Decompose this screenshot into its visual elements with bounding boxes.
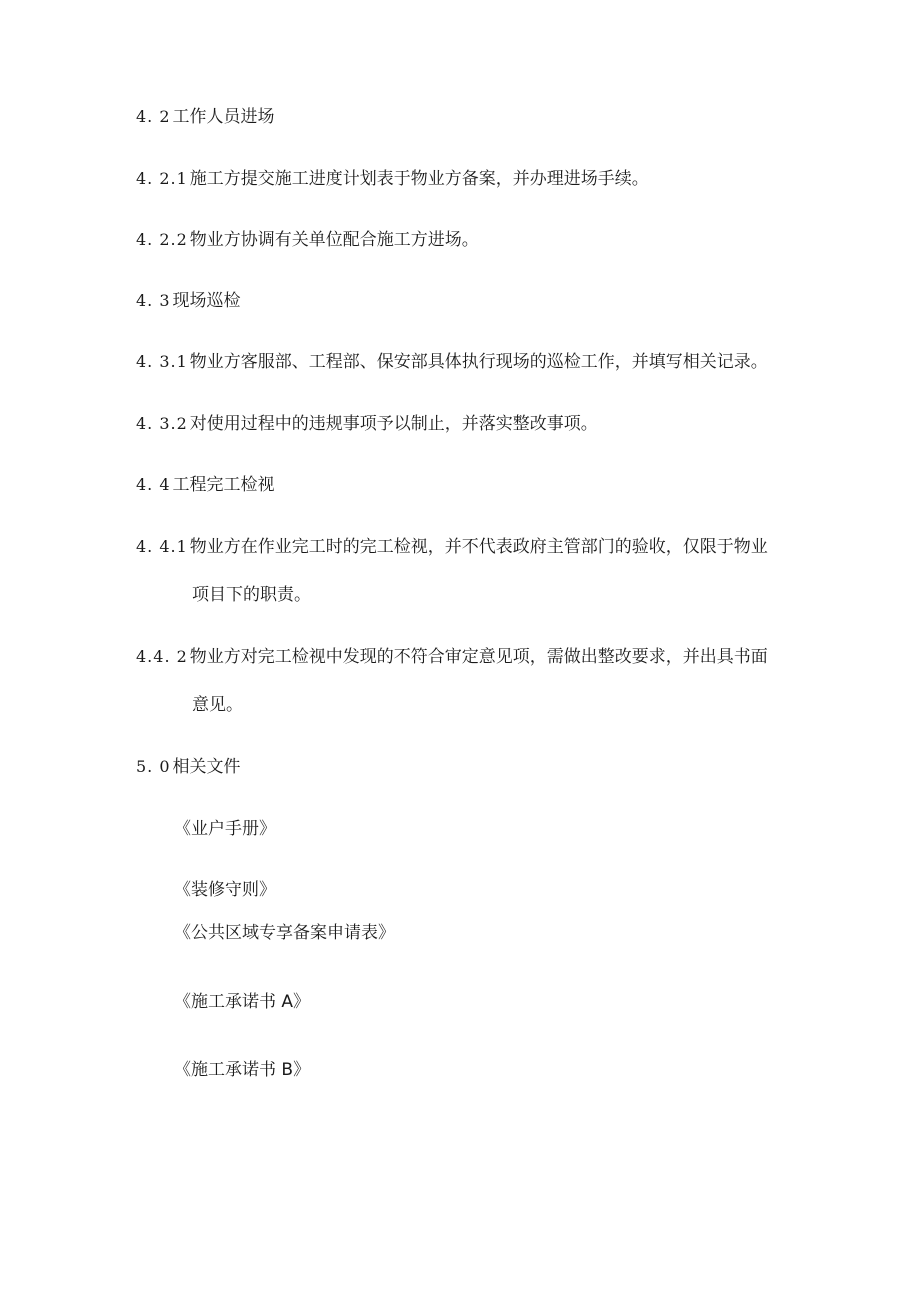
section-text: 物业方客服部、工程部、保安部具体执行现场的巡检工作，并填写相关记录。 [189, 352, 768, 372]
document-item-2: 《装修守则》 [174, 880, 276, 900]
section-text: 施工方提交施工进度计划表于物业方备案，并办理进场手续。 [189, 169, 649, 189]
section-4-3 [136, 290, 241, 312]
section-4-4-2-continuation: 意见。 [192, 695, 243, 715]
section-text: 物业方对完工检视中发现的不符合审定意见项，需做出整改要求，并出具书面 [189, 647, 768, 667]
section-number: 4. 3 [136, 291, 171, 310]
section-4-2-2 [136, 229, 479, 251]
section-number: 4. 2.1 [136, 169, 188, 188]
section-number: 4. 2 [136, 107, 171, 126]
section-number: 4. 3.1 [136, 352, 188, 371]
section-title: 工程完工检视 [172, 475, 275, 495]
section-number: 4. 4.1 [136, 537, 188, 556]
document-item-4: 《施工承诺书 A》 [174, 992, 311, 1012]
section-title: 现场巡检 [172, 291, 241, 311]
section-4-4-1 [136, 536, 768, 558]
document-item-1: 《业户手册》 [174, 819, 276, 839]
section-text: 对使用过程中的违规事项予以制止，并落实整改事项。 [189, 414, 598, 434]
section-number: 4. 2.2 [136, 230, 188, 249]
section-5-0 [136, 756, 241, 778]
section-4-3-2 [136, 413, 598, 435]
section-number: 4.4. 2 [136, 647, 188, 666]
section-4-4-2 [136, 646, 768, 668]
section-4-4-1-continuation: 项目下的职责。 [192, 585, 311, 605]
section-4-3-1 [136, 351, 768, 373]
section-text: 物业方协调有关单位配合施工方进场。 [189, 230, 479, 250]
section-title: 相关文件 [172, 757, 241, 777]
section-4-2 [136, 106, 275, 128]
document-item-5: 《施工承诺书 B》 [174, 1060, 311, 1080]
section-number: 4. 4 [136, 475, 171, 494]
section-text: 物业方在作业完工时的完工检视，并不代表政府主管部门的验收，仅限于物业 [189, 537, 768, 557]
document-item-3: 《公共区域专享备案申请表》 [174, 923, 395, 943]
section-number: 5. 0 [136, 757, 171, 776]
section-4-4 [136, 474, 275, 496]
section-number: 4. 3.2 [136, 414, 188, 433]
section-title: 工作人员进场 [172, 107, 275, 127]
section-4-2-1 [136, 168, 649, 190]
